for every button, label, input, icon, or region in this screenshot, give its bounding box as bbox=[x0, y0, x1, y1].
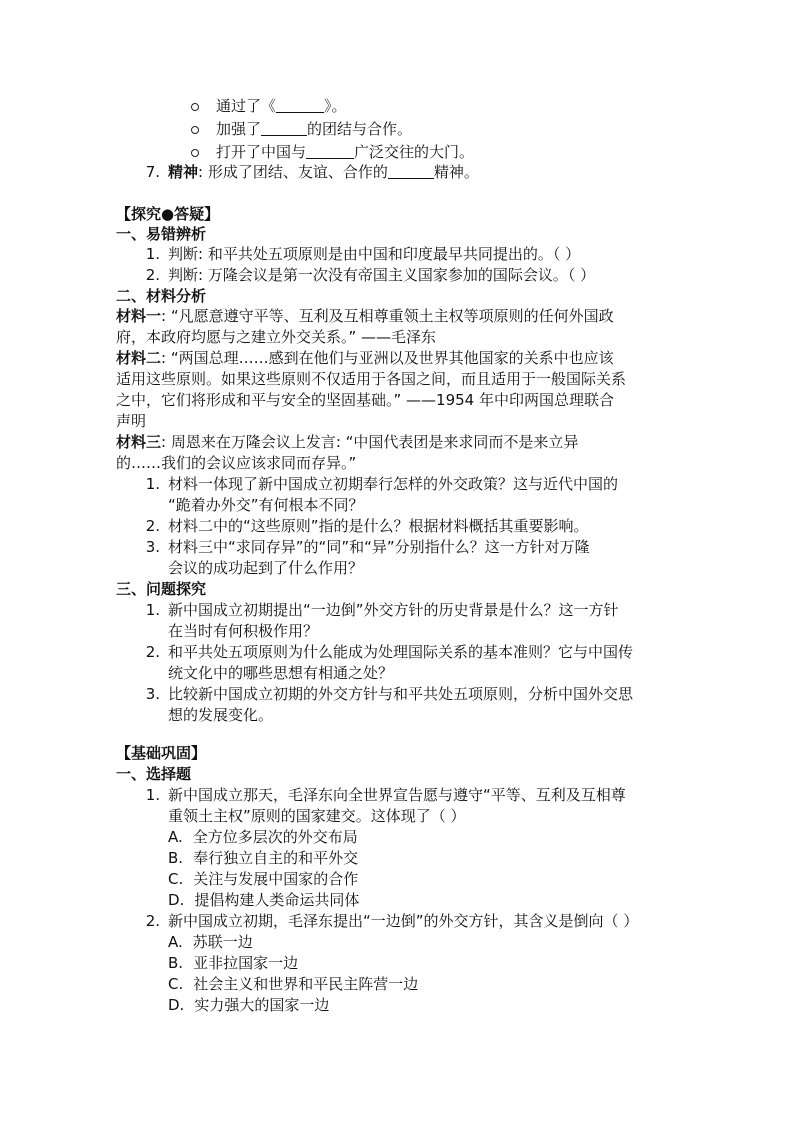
item-number: 3. bbox=[145, 685, 160, 703]
bullet-item-1: 通过了《 》。 bbox=[216, 97, 347, 115]
bullet-icon bbox=[191, 103, 199, 111]
item-number: 1. bbox=[145, 601, 160, 619]
fill-blank[interactable] bbox=[306, 144, 354, 159]
material-3-line-1: 材料三: 周恩来在万隆会议上发言: “中国代表团是来求同而不是来立异 bbox=[116, 433, 579, 451]
question-line: 材料二中的“这些原则”指的是什么？根据材料概括其重要影响。 bbox=[168, 517, 589, 535]
choice-option[interactable]: D. 提倡构建人类命运共同体 bbox=[168, 891, 360, 909]
section-heading-explore: 【探究●答疑】 bbox=[116, 205, 220, 223]
item-number: 3. bbox=[145, 538, 160, 556]
material-2-line-4: 声明 bbox=[116, 412, 147, 430]
question-line: 材料一体现了新中国成立初期奉行怎样的外交政策？这与近代中国的 bbox=[168, 475, 619, 493]
choice-option[interactable]: B. 奉行独立自主的和平外交 bbox=[168, 849, 359, 867]
judge-item: 判断: 和平共处五项原则是由中国和印度最早共同提出的。（ ） bbox=[168, 245, 581, 263]
question-line: 比较新中国成立初期的外交方针与和平共处五项原则，分析中国外交思 bbox=[168, 685, 634, 703]
material-2-line-3: 之中，它们将形成和平与安全的坚固基础。” ——1954 年中印两国总理联合 bbox=[116, 391, 614, 409]
item-number: 7. bbox=[145, 163, 160, 181]
item-number: 2. bbox=[145, 643, 160, 661]
subsection-title: 三、问题探究 bbox=[116, 580, 207, 598]
bullet-item-3: 打开了中国与 广泛交往的大门。 bbox=[216, 143, 475, 161]
item-number: 2. bbox=[145, 517, 160, 535]
question-line: “跪着办外交”有何根本不同？ bbox=[168, 496, 364, 514]
choice-option[interactable]: B. 亚非拉国家一边 bbox=[168, 954, 299, 972]
choice-option[interactable]: C. 社会主义和世界和平民主阵营一边 bbox=[168, 975, 419, 993]
section-heading-basic: 【基础巩固】 bbox=[116, 744, 207, 762]
question-line: 在当时有何积极作用？ bbox=[168, 622, 319, 640]
item-number: 1. bbox=[145, 245, 160, 263]
bullet-icon bbox=[191, 149, 199, 157]
question-line: 重领土主权”原则的国家建交。这体现了（ ） bbox=[168, 807, 466, 825]
material-1-line-2: 府，本政府均愿与之建立外交关系。” ——毛泽东 bbox=[116, 328, 437, 346]
fill-blank[interactable] bbox=[388, 164, 434, 179]
material-2-line-1: 材料二: “两国总理……感到在他们与亚洲以及世界其他国家的关系中也应该 bbox=[116, 349, 614, 367]
material-2-line-2: 适用这些原则。如果这些原则不仅适用于各国之间，而且适用于一般国际关系 bbox=[116, 370, 627, 388]
item-number: 2. bbox=[145, 912, 160, 930]
subsection-title: 二、材料分析 bbox=[116, 287, 207, 305]
material-3-line-2: 的……我们的会议应该求同而存异。” bbox=[116, 454, 357, 472]
question-line: 新中国成立初期提出“一边倒”外交方针的历史背景是什么？这一方针 bbox=[168, 601, 619, 619]
choice-option[interactable]: A. 全方位多层次的外交布局 bbox=[168, 828, 358, 846]
item-number: 2. bbox=[145, 266, 160, 284]
question-line: 材料三中“求同存异”的“同”和“异”分别指什么？这一方针对万隆 bbox=[168, 538, 590, 556]
material-1-line-1: 材料一: “凡愿意遵守平等、互利及互相尊重领土主权等项原则的任何外国政 bbox=[116, 307, 614, 325]
bullet-icon bbox=[191, 126, 199, 134]
item-number: 1. bbox=[145, 786, 160, 804]
bullet-item-2: 加强了 的团结与合作。 bbox=[216, 120, 413, 138]
question-line: 想的发展变化。 bbox=[168, 706, 274, 724]
item-7-spirit: 精神: 形成了团结、友谊、合作的 精神。 bbox=[168, 163, 479, 181]
fill-blank[interactable] bbox=[276, 98, 324, 113]
question-line: 新中国成立那天，毛泽东向全世界宣告愿与遵守“平等、互利及互相尊 bbox=[168, 786, 626, 804]
question-line: 统文化中的哪些思想有相通之处？ bbox=[168, 664, 394, 682]
subsection-title: 一、选择题 bbox=[116, 765, 192, 783]
choice-option[interactable]: A. 苏联一边 bbox=[168, 933, 253, 951]
question-line: 新中国成立初期，毛泽东提出“一边倒”的外交方针，其含义是倒向（ ） bbox=[168, 912, 639, 930]
choice-option[interactable]: C. 关注与发展中国家的合作 bbox=[168, 870, 359, 888]
subsection-title: 一、易错辨析 bbox=[116, 225, 207, 243]
judge-item: 判断: 万隆会议是第一次没有帝国主义国家参加的国际会议。（ ） bbox=[168, 266, 596, 284]
question-line: 和平共处五项原则为什么能成为处理国际关系的基本准则？它与中国传 bbox=[168, 643, 634, 661]
question-line: 会议的成功起到了什么作用？ bbox=[168, 559, 364, 577]
choice-option[interactable]: D. 实力强大的国家一边 bbox=[168, 996, 330, 1014]
item-number: 1. bbox=[145, 475, 160, 493]
fill-blank[interactable] bbox=[261, 121, 307, 136]
